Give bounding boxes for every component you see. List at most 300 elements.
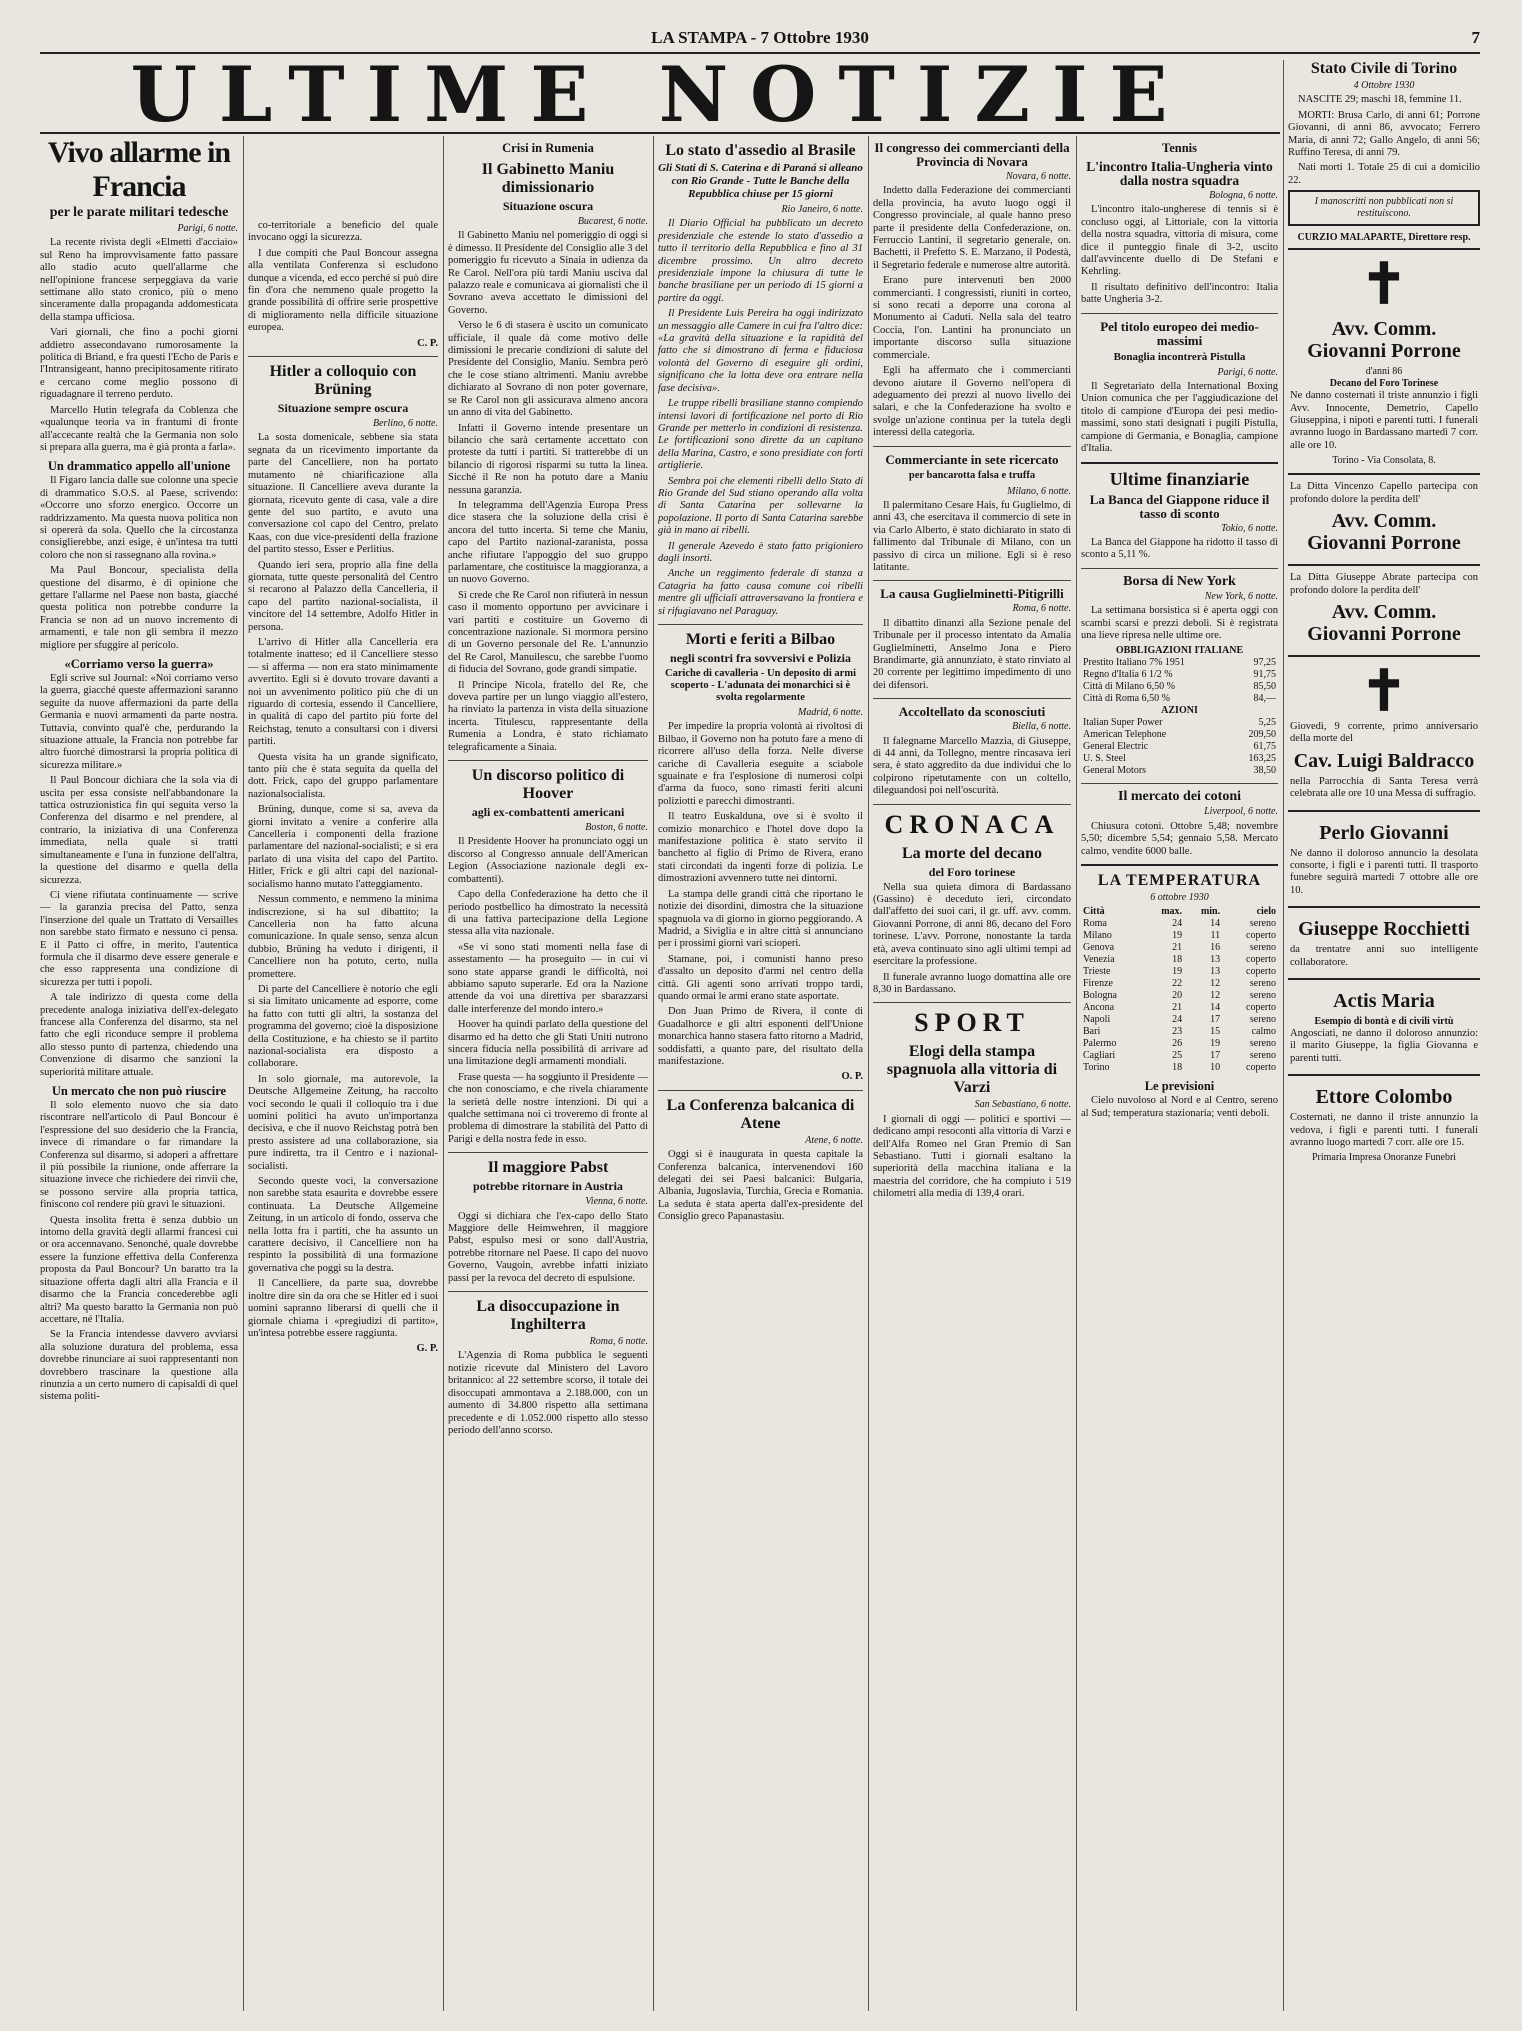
table-cell: 14 (1210, 1002, 1221, 1014)
article-paragraph: Infatti il Governo intende presentare un bilancio che sarà certamente accettato con proteste da tutti i partiti. Si tratterebbe di un bilancio di rigorosi risparmi su tutta la linea. Sicché il Re non ha potuto dare a Maniu nessuna garanzia. (448, 422, 648, 496)
dateline: Parigi, 6 notte. (177, 223, 238, 234)
table-row (1081, 942, 1278, 954)
article-paragraph: Capo della Confederazione ha detto che il periodo postbellico ha dimostrato la necessità di una fattiva partecipazione della Legione stessa alla vita nazionale. (448, 889, 648, 938)
article-separator (1081, 462, 1278, 464)
table-row (1081, 930, 1278, 942)
article-headline: Hitler a colloquio con Brüning (269, 363, 417, 399)
article-paragraph: Il dibattito dinanzi alla Sezione penale del Tribunale per il processo intentato da Amalia Guglielminetti, Anselmo Jona e Piero Brandimarte, già annunziato, è stato rinviato al 20 corrente per legittimo impedimento di uno dei difensori. (873, 617, 1071, 691)
column-7 (1288, 60, 1480, 2011)
article-paragraph: Il Diario Official ha pubblicato un decreto presidenziale che estende lo stato d'assedio a tutto il territorio della Repubblica e fino al 31 dicembre prossimo. Un altro decreto presidenziale impone la chiusura di tutte le banche brasiliane per un periodo di 15 giorni a partire da oggi. (658, 218, 863, 304)
masthead: ULTIME NOTIZIE (130, 60, 1190, 130)
article-subheadline: Situazione oscura (502, 199, 594, 213)
article-paragraph: Il generale Azevedo è stato fatto prigioniero dagli insorti. (658, 540, 863, 564)
article-headline: Morti e feriti a Bilbao (685, 631, 836, 648)
table-row (1081, 669, 1278, 681)
table-cell: Firenze (1083, 978, 1113, 990)
article-paragraph: Il funerale avranno luogo domattina alle ore 8,30 in Bardassano. (873, 971, 1071, 995)
table-cell: Genova (1083, 942, 1115, 954)
table-cell: 17 (1210, 1050, 1221, 1062)
article-headline: Pel titolo europeo dei medio-massimi (1100, 318, 1259, 348)
table-cell: Palermo (1083, 1038, 1117, 1050)
table-cell: 38,50 (1253, 765, 1276, 777)
article-separator (248, 356, 438, 357)
table-cell: 91,75 (1253, 669, 1276, 681)
article-paragraph: Questa visita ha un grande significato, tanto più che è stata seguita da quella del dott. Frick, capo del gruppo parlamentare nazionalsocialista. (248, 751, 438, 800)
table-cell: 17 (1210, 1014, 1221, 1026)
table-caption: OBBLIGAZIONI ITALIANE (1115, 645, 1244, 657)
article-separator (448, 1291, 648, 1292)
dateline: Liverpool, 6 notte. (1204, 806, 1278, 818)
article-headline: La morte del decano (902, 844, 1042, 862)
obituary-name: Avv. Comm. Giovanni Porrone (1307, 600, 1461, 645)
article-separator (1081, 783, 1278, 784)
article-paragraph: A tale indirizzo di questa come della precedente analoga iniziativa dell'ex-delegato francese alla Conferenza del disarmo, sta nel fatto che egli riconduce sempre il problema allo stesso punto di partenza, chiedendo una Convenzione di disarmo che sanzioni la superiorità militare attuale. (40, 992, 238, 1078)
table-header-cell: cielo (1256, 906, 1276, 918)
dateline: Atene, 6 notte. (805, 1134, 863, 1146)
obituary-text: La Ditta Giuseppe Abrate partecipa con profondo dolore la perdita dell' (1290, 572, 1478, 596)
paper-name-date: LA STAMPA - 7 Ottobre 1930 (651, 28, 869, 47)
kicker: Crisi in Rumenia (502, 141, 594, 155)
table-cell: calmo (1251, 1026, 1276, 1038)
article-subheadline: per bancarotta falsa e truffa (908, 469, 1036, 481)
table-row (1081, 978, 1278, 990)
table-row (1081, 729, 1278, 741)
table-cell: 15 (1210, 1026, 1221, 1038)
article-separator (873, 1002, 1071, 1003)
article-paragraph: Stamane, poi, i comunisti hanno preso d'assalto un deposito d'armi nel centro della città. Gli agenti sono arrivati troppo tardi, quando ormai le armi erano state asportate. (658, 953, 863, 1002)
article-headline: La Banca del Giappone riduce il tasso di sconto (1089, 491, 1270, 521)
article-headline: Il maggiore Pabst (487, 1159, 609, 1177)
table-cell: 22 (1172, 978, 1183, 990)
article-headline: Il congresso dei commercianti della Provincia di Novara (874, 140, 1070, 169)
article-paragraph: Sembra poi che elementi ribelli dello Stato di Rio Grande del Sud stiano operando alla volta di Santa Catarina per sollevarne la popolazione. Il porto di Santa Catarina sarebbe già in mano ai ribelli. (658, 475, 863, 537)
obituary-name: Cav. Luigi Baldracco (1293, 749, 1475, 772)
table-header-cell: max. (1161, 906, 1183, 918)
table-cell: 19 (1172, 930, 1183, 942)
table-cell: Bologna (1083, 990, 1117, 1002)
article-headline: L'incontro Italia-Ungheria vinto dalla nostra squadra (1086, 159, 1273, 188)
article-paragraph: Il Cancelliere, da parte sua, dovrebbe inoltre dire sin da ora che se Hitler ed i suoi uomini sapranno liberarsi di quelli che il giornale chiama i «pregiudizi di partito», un'intesa potrebbe essere raggiunta. (248, 1278, 438, 1339)
article-subheadline: del Foro torinese (928, 864, 1016, 879)
obituary (1288, 248, 1480, 473)
obituary-text: Giovedì, 9 corrente, primo anniversario della morte del (1290, 720, 1478, 745)
table-cell: Torino (1083, 1062, 1110, 1074)
column-1 (40, 136, 238, 2011)
section-title-cronaca: CRONACA (884, 809, 1060, 839)
article-paragraph: Chiusura cotoni. Ottobre 5,48; novembre 5,50; dicembre 5,54; gennaio 5,58. Mercato calmo, vendite 6000 balle. (1081, 820, 1278, 857)
article-paragraph: Frase questa — ha soggiunto il Presidente — che non conosciamo, e che rivela chiaramente la serietà delle nostre intenzioni. Di qui a qualche settimana noi ci troveremo di fronte al problema di dimostrare la stabilità del Patto di Parigi e della nostra fede in esso. (448, 1071, 648, 1145)
obituary-footer: Primaria Impresa Onoranze Funebri (1311, 1152, 1457, 1164)
lead-subheadline: per le parate militari tedesche (49, 205, 229, 220)
article-headline: La causa Guglielminetti-Pitigrilli (880, 586, 1064, 602)
dateline: Roma, 6 notte. (589, 1336, 648, 1348)
table-row (1081, 990, 1278, 1002)
article-subheadline: agli ex-combattenti americani (471, 805, 625, 820)
obituary-name: Ettore Colombo (1315, 1086, 1453, 1109)
table-cell: sereno (1249, 1050, 1276, 1062)
dateline: Rio Janeiro, 6 notte. (781, 204, 863, 215)
article-paragraph: Il solo elemento nuovo che sia dato riscontrare nell'articolo di Paul Boncour è l'espressione del suo desiderio che la Francia, invece di rimandare o far rimandare la Conferenza sul disarmo, si adoperi a affrettare il più possibile la riunione, onde afferrare la situazione invece che richiedere dei rinvii che, se possono servire alla propria tattica, finiscono col rendere più gravi le situazioni. (40, 1100, 238, 1211)
section-subhead: Un drammatico appello all'unione (47, 459, 231, 474)
table-cell: Milano (1083, 930, 1112, 942)
dateline: Bologna, 6 notte. (1209, 190, 1278, 201)
article-headline: Il mercato dei cotoni (1118, 789, 1241, 805)
table-cell: sereno (1249, 990, 1276, 1002)
obituary-footer: Torino - Via Consolata, 8. (1332, 455, 1436, 467)
article-separator (658, 1090, 863, 1091)
column-rule (443, 136, 444, 2011)
article-paragraph: Egli scrive sul Journal: «Noi corriamo verso la guerra, giacché queste affermazioni saranno seguite da nuove affermazioni da parte della Germania e nuovi armamenti da parte nostra. Tuttavia, convinto qual'è che, perdurando la situazione attuale, la Francia non potrebbe far altro fuorché dimostrarsi la propria politica di sicurezza militare.» (40, 673, 238, 771)
article-paragraph: «Se vi sono stati momenti nella fase di assestamento — ha proseguito — in cui vi sono state apparse grandi le difficoltà, noi abbiamo saputo superarle. Ed ora la Nazione attende da voi una direttiva per sbarazzarsi dalle interferenze del mondo intero.» (448, 941, 648, 1015)
article-paragraph: Il Paul Boncour dichiara che la sola via di uscita per essa consiste nell'abbandonare la tattica ostruzionistica fin qui seguita verso la Conferenza del disarmo e nel prendere, al contrario, la iniziativa di una Conferenza immediata, nella quale si tratti simultaneamente e l'una in funzione dell'altra, la questione del disarmo e quella della sicurezza. (40, 775, 238, 886)
table-cell: Bari (1083, 1026, 1101, 1038)
dateline: Roma, 6 notte. (1012, 603, 1071, 615)
dateline: Milano, 6 notte. (1007, 485, 1071, 497)
table-row (1081, 717, 1278, 729)
signature: G. P. (416, 1343, 438, 1355)
table-cell: sereno (1249, 1038, 1276, 1050)
article-paragraph: Marcello Hutin telegrafa da Coblenza che «qualunque teoria va in frantumi di fronte all'accecante realtà che la Germania non solo si prepara alla guerra, ma è già pronta a farla». (40, 404, 238, 453)
editor-line: CURZIO MALAPARTE, Direttore resp. (1297, 232, 1471, 244)
dateline: Berlino, 6 notte. (373, 418, 438, 430)
table-cell: 209,50 (1248, 729, 1276, 741)
dateline: Tokio, 6 notte. (1221, 522, 1278, 534)
article-subheadline: Bonaglia incontrerà Pistulla (1113, 350, 1246, 363)
table-cell: Regno d'Italia 6 1/2 % (1083, 669, 1173, 681)
table-cell: 85,50 (1253, 681, 1276, 693)
article-paragraph: Nella sua quieta dimora di Bardassano (Gassino) è deceduto ieri, circondato dall'affetto dei suoi cari, il gr. uff. avv. comm. Giovanni Porrone, di anni 86, decano del Foro torinese. L'avv. Porrone, nonostante la tarda età, aveva continuato sino agli ultimi tempi ad esercitare la professione. (873, 881, 1071, 968)
article-paragraph: L'arrivo di Hitler alla Cancelleria era totalmente inatteso; ed il Cancelliere stesso — si afferma — non era stato minimamente avvertito. Egli si è dovuto trovare davanti a noi un avvenimento politico più che di un riguardo di cortesia, essendo il Cancelliere, in qualità di capo del partito più forte del Reichstag, tenuto a consultarsi con i diversi partiti. (248, 636, 438, 748)
cross-icon: ✝ (1360, 254, 1408, 317)
table-row (1081, 1050, 1278, 1062)
table-cell: Cagliari (1083, 1050, 1116, 1062)
table-row (1081, 1062, 1278, 1074)
article-separator (873, 580, 1071, 581)
article-subheadline: Situazione sempre oscura (277, 401, 409, 416)
article-paragraph: La recente rivista degli «Elmetti d'acciaio» sul Reno ha improvvisamente fatto passare allo stadio acuto quell'allarme che nell'opinione francese serpeggiava da varie settimane allo stato cronico, più o meno sinceramente dalla propaganda addomesticata della stampa ufficiosa. (40, 237, 238, 323)
dateline: Novara, 6 notte. (1006, 171, 1071, 182)
table-cell: 26 (1172, 1038, 1183, 1050)
obituary-name: Giuseppe Rocchietti (1298, 918, 1470, 941)
column-rule (868, 136, 869, 2011)
column-3 (448, 136, 648, 2011)
table-cell: sereno (1249, 942, 1276, 954)
table-row (1081, 1038, 1278, 1050)
table-cell: sereno (1249, 1014, 1276, 1026)
weather-date: 6 ottobre 1930 (1150, 891, 1209, 903)
header-rule (40, 52, 1480, 54)
obituary-role: Decano del Foro Torinese (1329, 378, 1439, 390)
signature: O. P. (841, 1071, 863, 1083)
article-separator (873, 698, 1071, 699)
obituary-text: Ne danno costernati il triste annunzio i figli Avv. Innocente, Demetrio, Capello Giuseppina, i nipoti e parenti tutti. I funerali avranno luogo in Bardassano martedì 7 corr. alle ore 10. (1290, 390, 1478, 451)
table-cell: Città di Roma 6,50 % (1083, 693, 1170, 705)
article-paragraph: Si crede che Re Carol non rifiuterà in nessun caso il momento opportuno per avvicinare i vari partiti e costituire un Governo di concentrazione nazionale. Si mormora persino di un Governo personale del Re. L'annunzio del Re Carol, Manuilescu, che sarebbe l'uomo di fiducia del Sovrano, gode grandi simpatie. (448, 589, 648, 676)
obituary-name: Avv. Comm. Giovanni Porrone (1307, 510, 1461, 555)
article-headline: La Conferenza balcanica di Atene (666, 1096, 855, 1132)
table-cell: 11 (1210, 930, 1221, 942)
obituary-text: da trentatre anni suo intelligente collaboratore. (1290, 944, 1478, 968)
article-paragraph: L'incontro italo-ungherese di tennis si è concluso oggi, al Littoriale, con la vittoria della nostra squadra, vittoria di misura, come dice il punteggio finale di 3-2, uscito dall'avvincente duello di De Stefani e Kehrling. (1081, 204, 1278, 278)
article-paragraph: Di parte del Cancelliere è notorio che egli si sia limitato unicamente ad esporre, come ha fatto con tutti gli altri, la sostanza del programma del governo; cioè la disposizione della Costituzione, e ha chiesto se il partito nazional-socialista era disposto a collaborare. (248, 983, 438, 1070)
dateline: Parigi, 6 notte. (1217, 366, 1278, 378)
obituary (1288, 906, 1480, 978)
article-paragraph: Brüning, dunque, come si sa, aveva da giorni invitato a venire a conferire alla Cancelleria i componenti della frazione parlamentare del nazional-socialisti; e si era parlato di una visita del capo del Partito. Hitler, Frick e gli altri capi del nazional-socialismo hanno mutato l'atteggiamento. (248, 804, 438, 890)
section-subhead: Un mercato che non può riuscire (51, 1084, 227, 1098)
article-headline: Accoltellato da sconosciuti (898, 704, 1046, 720)
table-caption: AZIONI (1161, 705, 1198, 717)
article-subheadline: Gli Stati di S. Caterina e di Paraná si alleano con Rio Grande - Tutte le Banche della Repubblica chiuse per 15 giorni (658, 162, 863, 200)
article-paragraph: Il Principe Nicola, fratello del Re, che doveva partire per un lungo viaggio all'estero, ha rinviato la partenza in vista della situazione incerta. Titulescu, rappresentante della Rumenia a Londra, è stato richiamato telegraficamente a Sinaia. (448, 679, 648, 753)
table-cell: 5,25 (1258, 717, 1276, 729)
article-paragraph: Se la Francia intendesse davvero avviarsi alla soluzione duratura del problema, essa dovrebbe rinunciare ai suoi rappresentanti non dovrebbero trascinare la questione alla rinunzia a un certo numero di capisaldi di quel sistema politi- (40, 1329, 238, 1403)
table-row (1081, 765, 1278, 777)
signature: C. P. (417, 337, 438, 349)
table-row (1081, 693, 1278, 705)
column-2 (248, 220, 438, 2011)
article-headline: Lo stato d'assedio al Brasile (665, 142, 856, 159)
table-cell: Prestito Italiano 7% 1951 (1083, 657, 1185, 669)
obituary-text: Angosciati, ne danno il doloroso annunzio: il marito Giuseppe, la figlia Giovanna e parenti tutti. (1290, 1027, 1478, 1064)
article-subheadline: negli scontri fra sovversivi e Polizia (670, 651, 851, 665)
article-paragraph: Il Segretariato della International Boxing Union comunica che per l'aggiudicazione del titolo di campione d'Europa dei pesi medio-massimi, sono stati designati i pugili Pistulla, campione di Germania, e Bonaglia, campione d'Italia. (1081, 381, 1278, 455)
article-paragraph: Ci viene rifiutata continuamente — scrive — la garanzia precisa del Patto, senza l'inserzione del quale un Trattato di Versailles non sarebbe stato firmato e nessuno ci pensa. E il Patto ci offre, in merito, l'autentica formula che il disarmo deve essere generale e che esso rappresenta una condizione di sicurezza per tutti i popoli. (40, 889, 238, 988)
table-cell: Roma (1083, 918, 1107, 930)
obituary (1288, 655, 1480, 810)
table-row (1081, 1014, 1278, 1026)
section-title-finanziarie: Ultime finanziarie (1109, 468, 1250, 489)
article-paragraph: In telegramma dell'Agenzia Europa Press dice stasera che la soluzione della crisi è ancora del tutto incerta. Si teme che Maniu, capo del Partito nazional-zaranista, possa anche rifiutare l'appoggio del suo gruppo parlamentare, che costituisce la maggioranza, a un nuovo Governo. (448, 499, 648, 586)
article-paragraph: Cielo nuvoloso al Nord e al Centro, sereno al Sud; temperatura stazionaria; venti deboli. (1081, 1095, 1278, 1119)
obituary (1288, 473, 1480, 564)
table-cell: 163,25 (1248, 753, 1276, 765)
article-paragraph: I due compiti che Paul Boncour assegna alla ventilata Conferenza si escludono dunque a vicenda, ed ecco perché si può dire fin d'ora che nemmeno quale progetto la grande possibilità di offrire serie prospettive di miglioramento nella difficile situazione europea. (248, 247, 438, 334)
article-paragraph: Don Juan Primo de Rivera, il conte di Guadalhorce e gli altri esponenti dell'Unione monarchica hanno stasera fatto ritorno a Madrid, soddisfatti, a quanto pare, del risultato della manifestazione. (658, 1006, 863, 1067)
article-headline: Un discorso politico di Hoover (471, 767, 625, 803)
cross-icon: ✝ (1360, 660, 1408, 723)
obituary-name: Actis Maria (1333, 989, 1435, 1012)
obituary (1288, 1074, 1480, 1170)
article-headline: Elogi della stampa spagnuola alla vittoria di Varzi (886, 1043, 1058, 1097)
table-cell: 23 (1172, 1026, 1183, 1038)
obituary-text: Ne danno il doloroso annuncio la desolata consorte, i figli e i parenti tutti. Il trasporto funebre seguirà martedì 7 ottobre alle ore 10. (1290, 847, 1478, 896)
article-paragraph: Hoover ha quindi parlato della questione del disarmo ed ha detto che gli Stati Uniti nutrono sincera fiducia nella possibilità di arrivare ad una limitazione degli armamenti mondiali. (448, 1019, 648, 1068)
article-paragraph: Oggi si è inaugurata in questa capitale la Conferenza balcanica, intervenendovi 160 delegati dei sei Paesi balcanici: Bulgaria, Albania, Jugoslavia, Turchia, Grecia e Romania. La seduta è stata aperta dall'ex-presidente del Consiglio greco Papanastasiu. (658, 1149, 863, 1223)
article-headline: La disoccupazione in Inghilterra (476, 1298, 620, 1334)
article-paragraph: La settimana borsistica si è aperta oggi con scambi scarsi e prezzi deboli. Si è registrata una lieve ripresa nelle ultime ore. (1081, 605, 1278, 641)
table-cell: American Telephone (1083, 729, 1167, 741)
kicker: Tennis (1162, 141, 1197, 155)
article-paragraph: La stampa delle grandi città che riportano le notizie dei disordini, dimostra che la situazione spagnuola va di giorno in giorno peggiorando. A Madrid, a Siviglia e in altre città si annunciano per i prossimi giorni vari scioperi. (658, 888, 863, 950)
column-4 (658, 136, 863, 2011)
dateline: San Sebastiano, 6 notte. (974, 1099, 1071, 1111)
article-paragraph: Verso le 6 di stasera è uscito un comunicato ufficiale, il quale dà come motivo delle dimissioni le precarie condizioni di salute del Presidente del Consiglio, Maniu. Sembra però che le cose stiano altrimenti. Maniu avrebbe dichiarato al Sovrano di non poter governare, se Re Carol non gli assicurava almeno ancora un anno di vita del Gabinetto. (448, 320, 648, 419)
table-cell: General Electric (1083, 741, 1149, 753)
obituary-text: Costernati, ne danno il triste annunzio la vedova, i figli e parenti tutti. I funerali avranno luogo martedì 7 corr. alle ore 15. (1290, 1112, 1478, 1148)
table-cell: Venezia (1083, 954, 1115, 966)
obituary-subtitle: Esempio di bontà e di civili virtù (1314, 1015, 1454, 1027)
table-cell: Città di Milano 6,50 % (1083, 681, 1175, 693)
table-cell: 12 (1210, 978, 1221, 990)
article-deck: Cariche di cavalleria - Un deposito di armi scoperto - L'adunata dei monarchici si è svolta regolarmente (664, 668, 857, 703)
table-cell: 12 (1210, 990, 1221, 1002)
table-cell: Ancona (1083, 1002, 1115, 1014)
table-cell: 16 (1210, 942, 1221, 954)
running-header (40, 28, 1480, 50)
table-cell: 61,75 (1253, 741, 1276, 753)
article-paragraph: L'Agenzia di Roma pubblica le seguenti notizie ricevute dal Ministero del Lavoro britannico: al 22 settembre scorso, il totale dei disoccupati ammontava a 2.188.000, con un aumento di 34.800 rispetto alla settimana precedente e di 1.052.000 rispetto allo stesso periodo dell'anno scorso. (448, 1350, 648, 1436)
table-cell: 19 (1210, 1038, 1221, 1050)
article-separator (658, 624, 863, 625)
table-header-row (1081, 906, 1278, 918)
table-header-cell: Città (1083, 906, 1105, 918)
table-cell: 19 (1172, 966, 1183, 978)
table-cell: General Motors (1083, 765, 1147, 777)
table-cell: coperto (1246, 1002, 1276, 1014)
table-cell: 14 (1210, 918, 1221, 930)
article-paragraph: Il Gabinetto Maniu nel pomeriggio di oggi si è dimesso. Il Presidente del Consiglio alle 3 del pomeriggio fu ricevuto a Sinaia in udienza da Re Carol. Nell'ora più tardi Maniu usciva dal palazzo reale e comunicava ai giornalisti che il Sovrano aveva accettato le dimissioni del Governo. (448, 230, 648, 316)
article-paragraph: Ma Paul Boncour, specialista della questione del disarmo, è di opinione che gettare l'allarme nel Paese non basta, giacché questa politica non potrebbe condurre la Francia se non ad un nuovo incremento di armamenti, e tale non gli sembra il mezzo migliore per sfuggire al pericolo. (40, 565, 238, 651)
section-subhead: «Corriamo verso la guerra» (64, 657, 214, 671)
masthead-rule (40, 132, 1280, 134)
table-cell: 13 (1210, 966, 1221, 978)
article-paragraph: Per impedire la propria volontà ai rivoltosi di Bilbao, il Governo non ha potuto fare a meno di ricorrere all'uso della forza. Nelle diverse cariche di Cavalleria eseguite a sciabole sguainate e fra l'esplosione di numerosi colpi d'arma da fuoco, sono rimasti feriti alcuni poliziotti e parecchi dimostranti. (658, 721, 863, 807)
table-cell: U. S. Steel (1083, 753, 1126, 765)
civil-registry-title: Stato Civile di Torino (1310, 60, 1458, 77)
table-cell: 21 (1172, 1002, 1183, 1014)
column-6 (1081, 136, 1278, 2011)
obituary-name: Perlo Giovanni (1319, 821, 1449, 844)
table-row (1081, 1002, 1278, 1014)
obituary (1288, 564, 1480, 655)
article-paragraph: Oggi si dichiara che l'ex-capo dello Stato Maggiore delle Heimwehren, il maggiore Pabst, espulso mesi or sono dall'Austria, potrebbe ritornare nel Paese. Il capo del nuovo Governo, Vaugoin, avrebbe infatti iniziato passi per la revoca del decreto di espulsione. (448, 1210, 648, 1284)
table-cell: Italian Super Power (1083, 717, 1163, 729)
table-cell: 24 (1172, 918, 1183, 930)
table-row (1081, 1026, 1278, 1038)
article-paragraph: Il risultato definitivo dell'incontro: Italia batte Ungheria 3-2. (1081, 281, 1278, 306)
table-cell: 97,25 (1253, 657, 1276, 669)
article-paragraph: Il Presidente Luis Pereira ha oggi indirizzato un messaggio alle Camere in cui fra l'altro dice: «La gravità della situazione e la rapidità del fatto che si dimostrano di ferma e fiduciosa volontà del Governo di eseguire gli ordini, significano che la lotta deve ora entrare nella fase decisiva». (658, 308, 863, 394)
table-cell: sereno (1249, 918, 1276, 930)
column-rule (653, 136, 654, 2011)
article-separator (1081, 568, 1278, 569)
obituary-age: d'anni 86 (1365, 366, 1403, 378)
bonds-table (1081, 657, 1278, 705)
article-separator (448, 760, 648, 761)
article-paragraph: MORTI: Brusa Carlo, di anni 61; Porrone Giovanni, di anni 86, avvocato; Ferrero Maria, di anni 72; Gallo Angelo, di anni 56; Ruffino Teresa, di anni 79. (1288, 109, 1480, 159)
article-headline: Borsa di New York (1123, 573, 1236, 589)
article-headline: Il Gabinetto Maniu dimissionario (481, 161, 615, 196)
table-cell: 24 (1172, 1014, 1183, 1026)
table-cell: 18 (1172, 954, 1183, 966)
table-cell: 20 (1172, 990, 1183, 1002)
notice-box: I manoscritti non pubblicati non si restituiscono. (1288, 190, 1480, 226)
article-paragraph: Nati morti 1. Totale 25 di cui a domicilio 22. (1288, 162, 1480, 186)
article-paragraph: In solo giornale, ma autorevole, la Deutsche Allgemeine Zeitung, ha raccolto voci secondo le quali il colloquio tra i due uomini politici ha avuto un'importanza decisiva, e che il nuovo Reichstag potrà ben presto assistere ad una collaborazione, sia pure indiretta, tra il Centro e i nazional-socialisti. (248, 1073, 438, 1172)
table-cell: sereno (1249, 978, 1276, 990)
dateline: New York, 6 notte. (1204, 590, 1278, 602)
lead-headline: Vivo allarme in Francia (47, 136, 231, 203)
dateline: Madrid, 6 notte. (798, 707, 863, 718)
table-cell: coperto (1246, 954, 1276, 966)
stocks-table (1081, 717, 1278, 777)
table-cell: coperto (1246, 966, 1276, 978)
article-paragraph: Il Figaro lancia dalle sue colonne una specie di drammatico S.O.S. al Paese, scrivendo: «Occorre uno sforzo energico. Occorre un raddrizzamento. Ma questa nuova politica non si opererà da sola. Quello che la circostanza consiglierebbe, anzi esige, è un'intesa tra tutti coloro che non si rassegnano alla rovina.» (40, 475, 238, 561)
article-paragraph: Nessun commento, e nemmeno la minima indiscrezione, si ha sul dibattito; la Cancelleria non ha fatto alcuna comunicazione. In quale senso, senza alcun dubbio, Brüning ha veduto i dirigenti, il Cancelliere non ha potuto, certo, nulla promettere. (248, 894, 438, 980)
article-paragraph: NASCITE 29; maschi 18, femmine 11. (1298, 94, 1462, 106)
column-5 (873, 136, 1071, 2011)
dateline: Vienna, 6 notte. (585, 1196, 648, 1208)
table-cell: 21 (1172, 942, 1183, 954)
table-header-cell: min. (1200, 906, 1221, 918)
column-rule (243, 136, 244, 2011)
article-paragraph: Questa insolita fretta è senza dubbio un intomo della gravità degli allarmi francesi cui or ora accennavano. Senonché, quale dovrebbe essere la funzione effettiva della Conferenza proposta da Paul Boncour? Un baratto tra la situazione offerta dagli altri alla Francia e il disarmo che la Francia concederebbe agli altri? Ma questo baratto la Germania non può accettare, né l'Italia. (40, 1214, 238, 1325)
article-paragraph: Quando ieri sera, proprio alla fine della giornata, tutte queste personalità del Centro si recarono al Palazzo della Cancelleria, il capo del partito nazional-socialista, il vincitore del 14 settembre, Adolfo Hitler in persona. (248, 559, 438, 633)
table-cell: Trieste (1083, 966, 1111, 978)
article-separator (873, 804, 1071, 805)
table-cell: coperto (1246, 930, 1276, 942)
obituary-text: La Ditta Vincenzo Capello partecipa con profondo dolore la perdita dell' (1290, 481, 1478, 505)
temperature-table (1081, 906, 1278, 1074)
article-paragraph: Il Presidente Hoover ha pronunciato oggi un discorso al Congresso annuale dell'American Legion (Associazione nazionale degli ex-combattenti). (448, 836, 648, 885)
page-number: 7 (1471, 28, 1480, 47)
column-rule (1076, 136, 1077, 2011)
forecast-title: Le previsioni (1144, 1079, 1215, 1094)
article-paragraph: La Banca del Giappone ha ridotto il tasso di sconto a 5,11 %. (1081, 536, 1278, 561)
table-cell: Napoli (1083, 1014, 1111, 1026)
section-title-sport: SPORT (914, 1008, 1030, 1038)
obituary-name: Avv. Comm. Giovanni Porrone (1307, 318, 1461, 363)
article-paragraph: Anche un reggimento federale di stanza a Catagria ha fatto causa comune coi ribelli mentre gli ufficiali attraversavano la frontiera e si rifugiavano nel Paraguay. (658, 568, 863, 617)
article-separator (1081, 864, 1278, 866)
weather-title: LA TEMPERATURA (1097, 871, 1262, 889)
obituary (1288, 810, 1480, 907)
article-paragraph: Le truppe ribelli brasiliane stanno compiendo intensi lavori di fortificazione nel porto di Rio Grande per metterlo in condizioni di resistenza. Le fortificazioni sono dirette da un capitano della Marina, Castro, e sono presidiate con forti artiglierie. (658, 398, 863, 472)
article-paragraph: Il falegname Marcello Mazzia, di Giuseppe, di 44 anni, da Tollegno, mentre rincasava ieri sera, è stato aggredito da due individui che lo colpirono ripetutamente con un coltello, dileguandosi poi nell'oscurità. (873, 735, 1071, 797)
table-row (1081, 966, 1278, 978)
table-row (1081, 657, 1278, 669)
dateline: Boston, 6 notte. (585, 822, 648, 834)
article-separator (873, 446, 1071, 447)
obituary-text: nella Parrocchia di Santa Teresa verrà celebrata alle ore 10 una Messa di suffragio. (1290, 775, 1478, 800)
dateline: Bucarest, 6 notte. (577, 216, 648, 227)
dateline: Biella, 6 notte. (1012, 721, 1071, 733)
article-paragraph: Erano pure intervenuti ben 2000 commercianti. I congressisti, riuniti in corteo, si sono recati a deporre una corona al Monumento ai Caduti. Nella sala del teatro Coccia, l'on. Lantini ha pronunciato un importante discorso sulla situazione commerciale. (873, 275, 1071, 361)
table-row (1081, 753, 1278, 765)
article-separator (1081, 313, 1278, 314)
article-paragraph: Secondo queste voci, la conversazione non sarebbe stata esaurita e dovrebbe essere continuata. La Deutsche Allgemeine Zeitung, in un articolo di fondo, osserva che nella lotta fra i partiti, che ha assunto un carattere decisivo, il Cancelliere non ha respinto la possibilità di una formazione governativa che poggi su la destra. (248, 1176, 438, 1274)
table-cell: 18 (1172, 1062, 1183, 1074)
article-paragraph: Egli ha affermato che i commercianti devono aiutare il Governo nell'opera di adeguamento dei prezzi al nuovo livello dei salari, e che la Confederazione ha svolto e svolge un'azione continua per la tutela degli interessi della categoria. (873, 365, 1071, 439)
column-rule (1283, 60, 1284, 2011)
table-row (1081, 954, 1278, 966)
table-cell: coperto (1246, 1062, 1276, 1074)
table-row (1081, 681, 1278, 693)
article-paragraph: co-territoriale a beneficio del quale invocano oggi la sicurezza. (248, 220, 438, 244)
article-paragraph: Vari giornali, che fino a pochi giorni addietro assecondavano rumorosamente la politica di Briand, e fra questi l'Echo de Paris e l'Intransigeant, hanno precipitosamente ritirato e cercano come meglio possono di riguadagnare il terreno perduto. (40, 327, 238, 401)
article-headline: Commerciante in sete ricercato (885, 451, 1059, 467)
article-subheadline: potrebbe ritornare in Austria (473, 1179, 623, 1194)
article-paragraph: I giornali di oggi — politici e sportivi — dedicano ampi resoconti alla vittoria di Varzi e dell'Alfa Romeo nel Gran Premio di San Sebastiano. Tutti i giornali esaltano la superiorità della macchina italiana e la maestria del corridore, che ha compiuto i 519 chilometri alla media di 139,4 orari. (873, 1113, 1071, 1200)
table-cell: 25 (1172, 1050, 1183, 1062)
civil-registry-date: 4 Ottobre 1930 (1353, 80, 1415, 91)
table-cell: 10 (1210, 1062, 1221, 1074)
table-row (1081, 918, 1278, 930)
table-cell: 84,— (1253, 693, 1276, 705)
article-paragraph: Il palermitano Cesare Hais, fu Guglielmo, di anni 43, che esercitava il commercio di sete in via Carlo Alberto, è stato dichiarato in stato di fallimento dal Tribunale di Milano, con un passivo di circa un milione. Egli si è reso latitante. (873, 499, 1071, 573)
table-row (1081, 741, 1278, 753)
article-paragraph: Il teatro Euskalduna, ove si è svolto il comizio monarchico e l'hotel dove dopo la manifestazione politica è stato servito il banchetto al figlio di Primo de Rivera, erano stati circondati da ingenti forze di polizia. Le dimostrazioni avvennero tutte nei dintorni. (658, 811, 863, 885)
